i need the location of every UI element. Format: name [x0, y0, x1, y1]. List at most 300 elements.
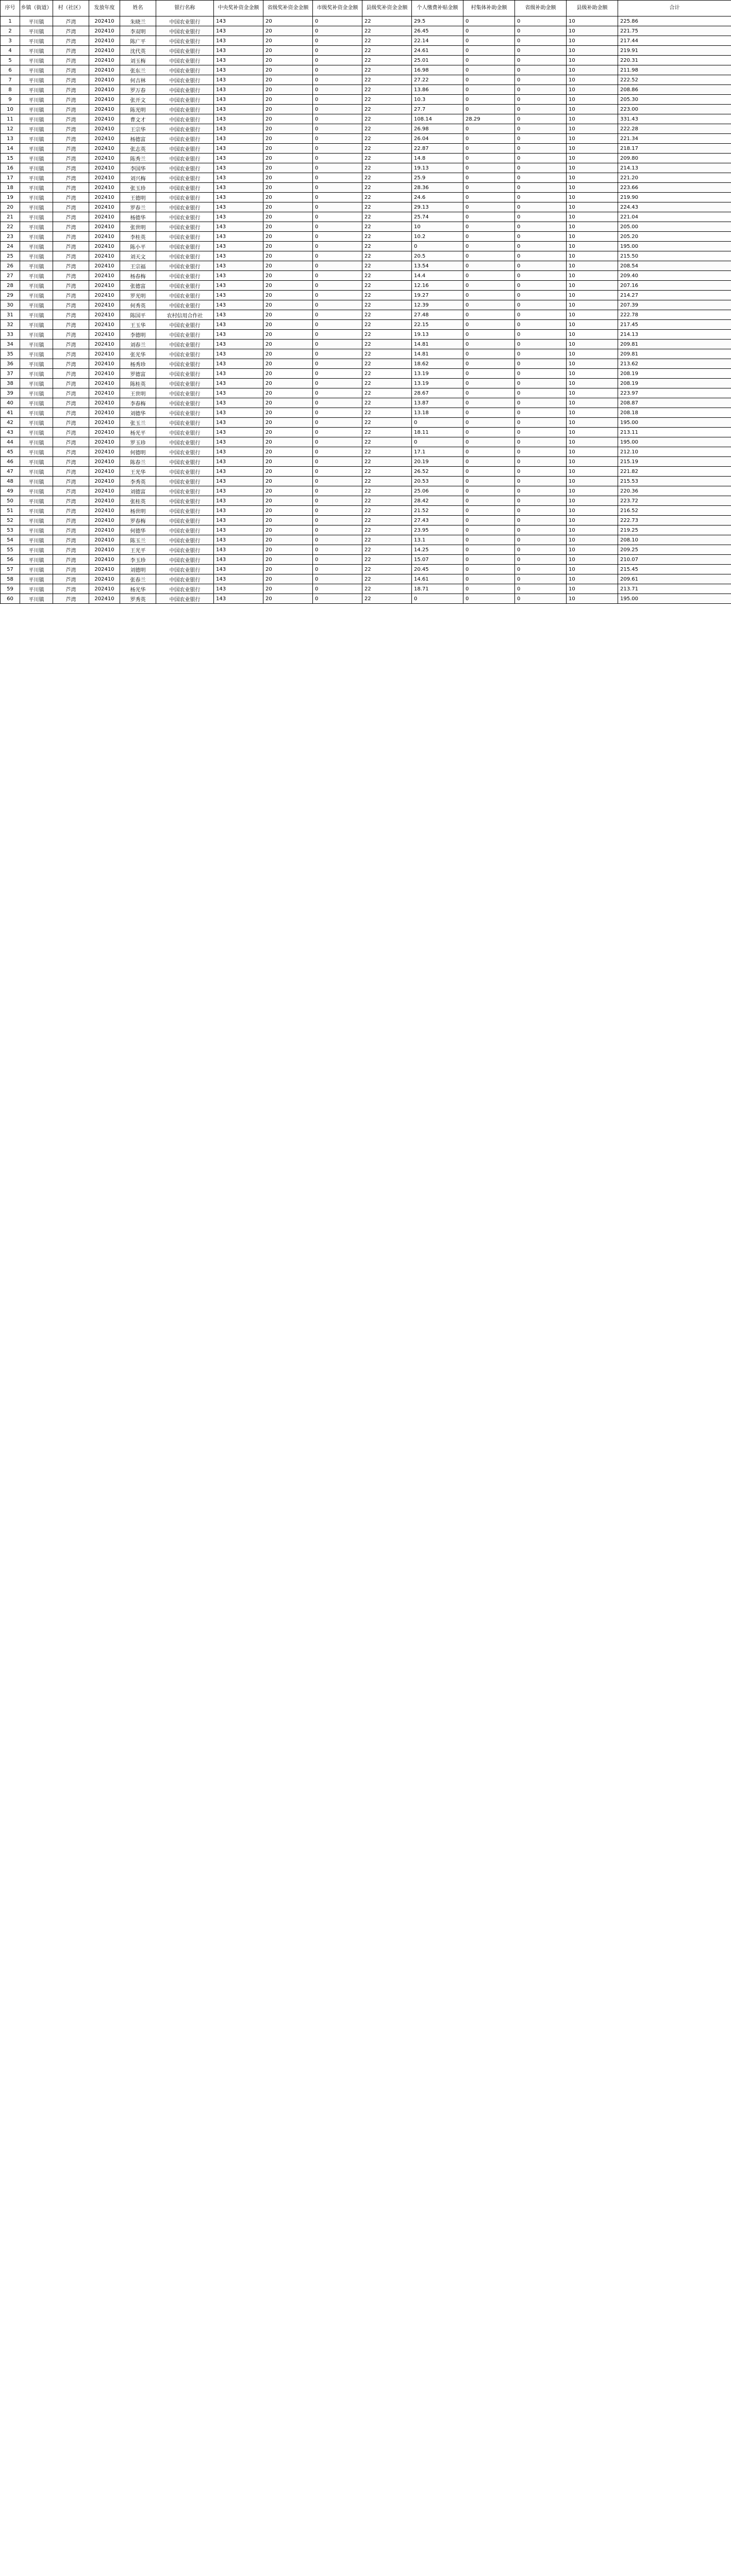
cell-personal: 108.14 — [412, 114, 463, 124]
cell-village: 芦湾 — [53, 114, 89, 124]
cell-name: 李德明 — [120, 330, 156, 340]
cell-name: 陈国平 — [120, 310, 156, 320]
cell-county-subsidy: 10 — [567, 193, 618, 202]
cell-municipal: 0 — [313, 56, 362, 65]
cell-central: 143 — [214, 496, 263, 506]
cell-total: 219.90 — [618, 193, 731, 202]
cell-year: 202410 — [89, 144, 120, 154]
cell-central: 143 — [214, 535, 263, 545]
table-row — [1, 75, 731, 85]
cell-county-subsidy: 10 — [567, 212, 618, 222]
cell-central: 143 — [214, 46, 263, 56]
cell-county: 22 — [362, 95, 412, 105]
cell-id: 22 — [1, 222, 20, 232]
cell-municipal: 0 — [313, 535, 362, 545]
cell-personal: 13.87 — [412, 398, 463, 408]
cell-name: 朱晓兰 — [120, 16, 156, 26]
cell-personal: 28.42 — [412, 496, 463, 506]
cell-county: 22 — [362, 222, 412, 232]
cell-central: 143 — [214, 565, 263, 574]
cell-central: 143 — [214, 105, 263, 114]
cell-village-subsidy: 0 — [463, 36, 515, 46]
cell-village-subsidy: 0 — [463, 457, 515, 467]
cell-name: 杨世明 — [120, 506, 156, 516]
cell-total: 214.13 — [618, 330, 731, 340]
table-row — [1, 340, 731, 349]
cell-year: 202410 — [89, 320, 120, 330]
cell-village: 芦湾 — [53, 163, 89, 173]
cell-provincial: 20 — [263, 379, 313, 388]
cell-personal: 16.98 — [412, 65, 463, 75]
cell-provincial-subsidy: 0 — [515, 75, 567, 85]
cell-total: 220.36 — [618, 486, 731, 496]
cell-town: 平川镇 — [20, 173, 53, 183]
cell-personal: 13.86 — [412, 85, 463, 95]
cell-central: 143 — [214, 310, 263, 320]
cell-county: 22 — [362, 85, 412, 95]
cell-total: 208.19 — [618, 369, 731, 379]
cell-county: 22 — [362, 516, 412, 526]
cell-municipal: 0 — [313, 16, 362, 26]
cell-provincial: 20 — [263, 457, 313, 467]
table-row — [1, 369, 731, 379]
cell-village-subsidy: 0 — [463, 467, 515, 477]
cell-personal: 14.61 — [412, 574, 463, 584]
cell-town: 平川镇 — [20, 457, 53, 467]
cell-town: 平川镇 — [20, 75, 53, 85]
cell-id: 36 — [1, 359, 20, 369]
cell-personal: 19.13 — [412, 163, 463, 173]
cell-provincial-subsidy: 0 — [515, 193, 567, 202]
cell-bank: 中国农业银行 — [156, 359, 214, 369]
cell-bank: 中国农业银行 — [156, 428, 214, 437]
cell-bank: 中国农业银行 — [156, 144, 214, 154]
cell-id: 55 — [1, 545, 20, 555]
cell-id: 3 — [1, 36, 20, 46]
cell-municipal: 0 — [313, 457, 362, 467]
table-row — [1, 447, 731, 457]
cell-central: 143 — [214, 477, 263, 486]
cell-county-subsidy: 10 — [567, 369, 618, 379]
cell-bank: 中国农业银行 — [156, 222, 214, 232]
cell-village: 芦湾 — [53, 144, 89, 154]
cell-county-subsidy: 10 — [567, 516, 618, 526]
cell-personal: 19.13 — [412, 330, 463, 340]
cell-year: 202410 — [89, 447, 120, 457]
cell-bank: 中国农业银行 — [156, 408, 214, 418]
cell-village-subsidy: 0 — [463, 261, 515, 271]
cell-year: 202410 — [89, 418, 120, 428]
cell-county: 22 — [362, 65, 412, 75]
cell-central: 143 — [214, 398, 263, 408]
cell-town: 平川镇 — [20, 124, 53, 134]
cell-town: 平川镇 — [20, 486, 53, 496]
cell-year: 202410 — [89, 85, 120, 95]
cell-id: 24 — [1, 242, 20, 251]
cell-provincial: 20 — [263, 124, 313, 134]
cell-village: 芦湾 — [53, 310, 89, 320]
cell-municipal: 0 — [313, 594, 362, 604]
cell-village: 芦湾 — [53, 300, 89, 310]
cell-town: 平川镇 — [20, 26, 53, 36]
cell-provincial: 20 — [263, 212, 313, 222]
cell-county: 22 — [362, 56, 412, 65]
cell-county-subsidy: 10 — [567, 300, 618, 310]
cell-bank: 中国农业银行 — [156, 369, 214, 379]
cell-id: 41 — [1, 408, 20, 418]
cell-central: 143 — [214, 134, 263, 144]
table-row — [1, 105, 731, 114]
cell-name: 王德明 — [120, 193, 156, 202]
cell-personal: 27.43 — [412, 516, 463, 526]
cell-county-subsidy: 10 — [567, 75, 618, 85]
cell-county-subsidy: 10 — [567, 124, 618, 134]
cell-county-subsidy: 10 — [567, 565, 618, 574]
cell-year: 202410 — [89, 545, 120, 555]
cell-central: 143 — [214, 144, 263, 154]
cell-bank: 中国农业银行 — [156, 36, 214, 46]
cell-name: 李玉珍 — [120, 555, 156, 565]
cell-provincial: 20 — [263, 320, 313, 330]
cell-central: 143 — [214, 251, 263, 261]
cell-year: 202410 — [89, 46, 120, 56]
cell-county: 22 — [362, 232, 412, 242]
cell-personal: 26.45 — [412, 26, 463, 36]
cell-personal: 10.2 — [412, 232, 463, 242]
cell-county-subsidy: 10 — [567, 36, 618, 46]
cell-county: 22 — [362, 398, 412, 408]
cell-town: 平川镇 — [20, 251, 53, 261]
cell-municipal: 0 — [313, 232, 362, 242]
cell-total: 221.75 — [618, 26, 731, 36]
cell-central: 143 — [214, 300, 263, 310]
cell-personal: 29.5 — [412, 16, 463, 26]
cell-provincial: 20 — [263, 251, 313, 261]
cell-bank: 中国农业银行 — [156, 134, 214, 144]
cell-name: 李秀英 — [120, 477, 156, 486]
cell-municipal: 0 — [313, 144, 362, 154]
cell-village: 芦湾 — [53, 271, 89, 281]
cell-municipal: 0 — [313, 349, 362, 359]
cell-county: 22 — [362, 506, 412, 516]
cell-village-subsidy: 0 — [463, 418, 515, 428]
cell-county: 22 — [362, 105, 412, 114]
cell-bank: 农村信用合作社 — [156, 310, 214, 320]
cell-village-subsidy: 0 — [463, 565, 515, 574]
cell-bank: 中国农业银行 — [156, 545, 214, 555]
cell-provincial: 20 — [263, 222, 313, 232]
cell-central: 143 — [214, 114, 263, 124]
cell-village: 芦湾 — [53, 242, 89, 251]
cell-total: 218.17 — [618, 144, 731, 154]
cell-central: 143 — [214, 379, 263, 388]
cell-county: 22 — [362, 467, 412, 477]
cell-provincial: 20 — [263, 271, 313, 281]
cell-year: 202410 — [89, 594, 120, 604]
cell-provincial-subsidy: 0 — [515, 359, 567, 369]
cell-town: 平川镇 — [20, 545, 53, 555]
cell-name: 罗光明 — [120, 291, 156, 300]
cell-provincial-subsidy: 0 — [515, 114, 567, 124]
cell-provincial: 20 — [263, 565, 313, 574]
cell-central: 143 — [214, 584, 263, 594]
cell-village: 芦湾 — [53, 36, 89, 46]
cell-municipal: 0 — [313, 222, 362, 232]
cell-town: 平川镇 — [20, 95, 53, 105]
cell-town: 平川镇 — [20, 85, 53, 95]
cell-village-subsidy: 0 — [463, 212, 515, 222]
cell-provincial-subsidy: 0 — [515, 46, 567, 56]
cell-county: 22 — [362, 75, 412, 85]
cell-central: 143 — [214, 16, 263, 26]
cell-total: 209.61 — [618, 574, 731, 584]
cell-provincial-subsidy: 0 — [515, 212, 567, 222]
cell-county: 22 — [362, 202, 412, 212]
cell-personal: 28.67 — [412, 388, 463, 398]
cell-county: 22 — [362, 212, 412, 222]
cell-county-subsidy: 10 — [567, 85, 618, 95]
cell-county: 22 — [362, 320, 412, 330]
cell-id: 35 — [1, 349, 20, 359]
cell-county-subsidy: 10 — [567, 496, 618, 506]
cell-county-subsidy: 10 — [567, 555, 618, 565]
cell-year: 202410 — [89, 437, 120, 447]
cell-county: 22 — [362, 163, 412, 173]
col-header-name: 姓名 — [120, 1, 156, 16]
cell-county-subsidy: 10 — [567, 105, 618, 114]
cell-provincial: 20 — [263, 202, 313, 212]
cell-id: 44 — [1, 437, 20, 447]
cell-year: 202410 — [89, 526, 120, 535]
cell-village: 芦湾 — [53, 75, 89, 85]
cell-village: 芦湾 — [53, 535, 89, 545]
cell-county-subsidy: 10 — [567, 154, 618, 163]
cell-year: 202410 — [89, 506, 120, 516]
cell-county: 22 — [362, 388, 412, 398]
cell-municipal: 0 — [313, 212, 362, 222]
cell-total: 217.45 — [618, 320, 731, 330]
cell-id: 21 — [1, 212, 20, 222]
cell-id: 59 — [1, 584, 20, 594]
cell-year: 202410 — [89, 359, 120, 369]
cell-village: 芦湾 — [53, 212, 89, 222]
cell-name: 罗春梅 — [120, 516, 156, 526]
cell-bank: 中国农业银行 — [156, 242, 214, 251]
cell-year: 202410 — [89, 26, 120, 36]
cell-provincial-subsidy: 0 — [515, 26, 567, 36]
cell-county-subsidy: 10 — [567, 251, 618, 261]
cell-bank: 中国农业银行 — [156, 251, 214, 261]
cell-town: 平川镇 — [20, 584, 53, 594]
cell-village: 芦湾 — [53, 349, 89, 359]
cell-bank: 中国农业银行 — [156, 486, 214, 496]
cell-county: 22 — [362, 114, 412, 124]
table-row — [1, 379, 731, 388]
cell-year: 202410 — [89, 428, 120, 437]
cell-village-subsidy: 0 — [463, 379, 515, 388]
cell-central: 143 — [214, 26, 263, 36]
cell-total: 219.25 — [618, 526, 731, 535]
cell-bank: 中国农业银行 — [156, 291, 214, 300]
col-header-personal: 个人缴费补贴金额 — [412, 1, 463, 16]
cell-total: 214.27 — [618, 291, 731, 300]
cell-total: 209.40 — [618, 271, 731, 281]
cell-municipal: 0 — [313, 320, 362, 330]
cell-town: 平川镇 — [20, 467, 53, 477]
cell-county: 22 — [362, 457, 412, 467]
cell-total: 213.71 — [618, 584, 731, 594]
cell-name: 张志英 — [120, 144, 156, 154]
cell-town: 平川镇 — [20, 526, 53, 535]
cell-id: 46 — [1, 457, 20, 467]
cell-municipal: 0 — [313, 154, 362, 163]
cell-total: 225.86 — [618, 16, 731, 26]
cell-year: 202410 — [89, 242, 120, 251]
cell-county: 22 — [362, 486, 412, 496]
cell-municipal: 0 — [313, 281, 362, 291]
cell-central: 143 — [214, 271, 263, 281]
cell-total: 214.13 — [618, 163, 731, 173]
cell-total: 210.07 — [618, 555, 731, 565]
cell-provincial: 20 — [263, 496, 313, 506]
cell-village-subsidy: 0 — [463, 163, 515, 173]
cell-county-subsidy: 10 — [567, 447, 618, 457]
cell-total: 209.81 — [618, 340, 731, 349]
cell-name: 曹文才 — [120, 114, 156, 124]
cell-personal: 12.16 — [412, 281, 463, 291]
cell-id: 7 — [1, 75, 20, 85]
cell-total: 205.30 — [618, 95, 731, 105]
header-row — [1, 1, 731, 16]
cell-name: 李双明 — [120, 26, 156, 36]
cell-name: 罗德富 — [120, 369, 156, 379]
cell-provincial-subsidy: 0 — [515, 418, 567, 428]
cell-village: 芦湾 — [53, 359, 89, 369]
cell-bank: 中国农业银行 — [156, 193, 214, 202]
cell-id: 40 — [1, 398, 20, 408]
cell-total: 195.00 — [618, 437, 731, 447]
cell-provincial: 20 — [263, 447, 313, 457]
cell-id: 48 — [1, 477, 20, 486]
col-header-central: 中央奖补资金金额 — [214, 1, 263, 16]
cell-personal: 13.19 — [412, 369, 463, 379]
cell-central: 143 — [214, 467, 263, 477]
cell-bank: 中国农业银行 — [156, 398, 214, 408]
cell-provincial: 20 — [263, 46, 313, 56]
cell-village-subsidy: 0 — [463, 486, 515, 496]
cell-personal: 22.15 — [412, 320, 463, 330]
table-row — [1, 486, 731, 496]
cell-village-subsidy: 0 — [463, 193, 515, 202]
cell-municipal: 0 — [313, 574, 362, 584]
cell-central: 143 — [214, 594, 263, 604]
cell-name: 杨光平 — [120, 428, 156, 437]
cell-name: 杨秀珍 — [120, 359, 156, 369]
cell-village-subsidy: 0 — [463, 320, 515, 330]
cell-central: 143 — [214, 447, 263, 457]
cell-bank: 中国农业银行 — [156, 418, 214, 428]
cell-town: 平川镇 — [20, 300, 53, 310]
cell-total: 211.98 — [618, 65, 731, 75]
cell-name: 刘德明 — [120, 565, 156, 574]
cell-county: 22 — [362, 418, 412, 428]
cell-county-subsidy: 10 — [567, 95, 618, 105]
cell-provincial-subsidy: 0 — [515, 398, 567, 408]
cell-provincial: 20 — [263, 85, 313, 95]
cell-bank: 中国农业银行 — [156, 320, 214, 330]
cell-village-subsidy: 0 — [463, 506, 515, 516]
cell-central: 143 — [214, 173, 263, 183]
table-row — [1, 359, 731, 369]
cell-town: 平川镇 — [20, 144, 53, 154]
cell-municipal: 0 — [313, 202, 362, 212]
cell-village: 芦湾 — [53, 506, 89, 516]
cell-name: 刘德富 — [120, 486, 156, 496]
cell-town: 平川镇 — [20, 65, 53, 75]
cell-central: 143 — [214, 85, 263, 95]
cell-personal: 0 — [412, 437, 463, 447]
cell-id: 5 — [1, 56, 20, 65]
cell-provincial-subsidy: 0 — [515, 163, 567, 173]
cell-provincial: 20 — [263, 154, 313, 163]
cell-central: 143 — [214, 486, 263, 496]
cell-village-subsidy: 0 — [463, 105, 515, 114]
cell-central: 143 — [214, 418, 263, 428]
cell-county-subsidy: 10 — [567, 271, 618, 281]
cell-provincial: 20 — [263, 574, 313, 584]
col-header-year: 发放年度 — [89, 1, 120, 16]
cell-year: 202410 — [89, 379, 120, 388]
cell-municipal: 0 — [313, 114, 362, 124]
cell-county-subsidy: 10 — [567, 398, 618, 408]
cell-county: 22 — [362, 134, 412, 144]
cell-municipal: 0 — [313, 398, 362, 408]
cell-provincial-subsidy: 0 — [515, 144, 567, 154]
cell-bank: 中国农业银行 — [156, 526, 214, 535]
cell-year: 202410 — [89, 271, 120, 281]
cell-provincial: 20 — [263, 388, 313, 398]
cell-personal: 0 — [412, 418, 463, 428]
cell-bank: 中国农业银行 — [156, 379, 214, 388]
cell-provincial-subsidy: 0 — [515, 574, 567, 584]
cell-central: 143 — [214, 369, 263, 379]
cell-village-subsidy: 0 — [463, 496, 515, 506]
table-row — [1, 212, 731, 222]
cell-total: 220.31 — [618, 56, 731, 65]
cell-provincial: 20 — [263, 408, 313, 418]
cell-municipal: 0 — [313, 369, 362, 379]
cell-name: 张春兰 — [120, 574, 156, 584]
cell-town: 平川镇 — [20, 134, 53, 144]
cell-id: 2 — [1, 26, 20, 36]
cell-id: 12 — [1, 124, 20, 134]
cell-town: 平川镇 — [20, 330, 53, 340]
table-row — [1, 545, 731, 555]
cell-name: 张开文 — [120, 95, 156, 105]
cell-total: 222.78 — [618, 310, 731, 320]
cell-town: 平川镇 — [20, 340, 53, 349]
cell-village-subsidy: 0 — [463, 447, 515, 457]
cell-central: 143 — [214, 330, 263, 340]
cell-county: 22 — [362, 496, 412, 506]
cell-county-subsidy: 10 — [567, 56, 618, 65]
cell-provincial: 20 — [263, 555, 313, 565]
cell-village-subsidy: 0 — [463, 16, 515, 26]
cell-town: 平川镇 — [20, 594, 53, 604]
cell-year: 202410 — [89, 457, 120, 467]
cell-bank: 中国农业银行 — [156, 261, 214, 271]
cell-village-subsidy: 0 — [463, 75, 515, 85]
